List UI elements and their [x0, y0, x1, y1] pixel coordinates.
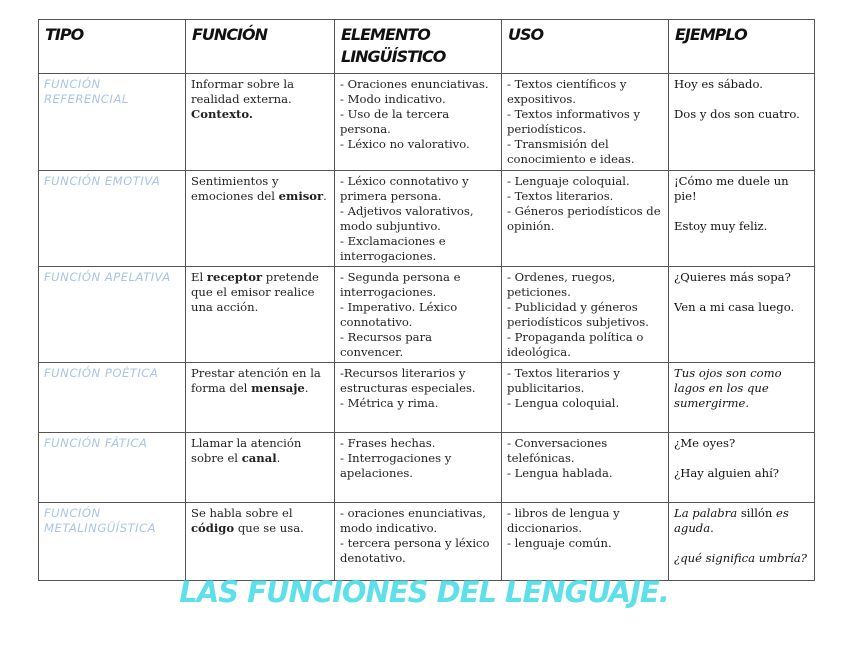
list-item: - Recursos para convencer. [340, 330, 433, 359]
funcion-keyword: receptor [206, 270, 263, 284]
ejemplo-cell [669, 267, 815, 363]
tipo-cell: FUNCIÓN POÉTICA [39, 363, 186, 433]
ejemplo-cell [669, 363, 815, 433]
ejemplo-cell [669, 171, 815, 267]
list-item: - Adjetivos valorativos, modo subjuntivo. [340, 204, 474, 233]
tipo-cell: FUNCIÓN METALINGÜÍSTICA [39, 503, 186, 581]
tipo-cell: FUNCIÓN EMOTIVA [39, 171, 186, 267]
tipo-cell: FUNCIÓN REFERENCIAL [39, 74, 186, 171]
list-item: - Géneros periodísticos de opinión. [507, 204, 661, 233]
example-line: Tus ojos son como lagos en los que sumergirme. [674, 366, 782, 410]
example-line: Ven a mi casa luego. [674, 300, 795, 314]
elemento-cell [335, 267, 502, 363]
elemento-cell [335, 363, 502, 433]
ejemplo-cell [669, 74, 815, 171]
funcion-cell [186, 74, 335, 171]
list-item: - Oraciones enunciativas. [340, 77, 489, 91]
example-line [674, 506, 810, 536]
funcion-cell [186, 503, 335, 581]
funcion-text: Sentimientos y emociones del [191, 174, 279, 203]
table-row [39, 267, 815, 363]
list-item: - Conversaciones telefónicas. [507, 436, 608, 465]
funcion-keyword: mensaje [251, 381, 305, 395]
funcion-suffix: . [276, 451, 281, 465]
funcion-cell [186, 433, 335, 503]
list-item: - Textos literarios y publicitarios. [507, 366, 620, 395]
list-item: - Textos literarios. [507, 189, 614, 203]
elemento-cell [335, 171, 502, 267]
funcion-keyword: canal [241, 451, 277, 465]
uso-cell [502, 171, 669, 267]
funcion-keyword: Contexto. [191, 107, 253, 121]
list-item: - Ordenes, ruegos, peticiones. [507, 270, 616, 299]
list-item: - Segunda persona e interrogaciones. [340, 270, 461, 299]
tipo-cell: FUNCIÓN APELATIVA [39, 267, 186, 363]
tipo-cell: FUNCIÓN FÁTICA [39, 433, 186, 503]
list-item: - libros de lengua y diccionarios. [507, 506, 620, 535]
uso-cell [502, 363, 669, 433]
list-item: - Exclamaciones e interrogaciones. [340, 234, 446, 263]
list-item: - Lengua coloquial. [507, 396, 620, 410]
funcion-text: Informar sobre la realidad externa. [191, 77, 295, 106]
funcion-text: Prestar atención en la forma del [191, 366, 321, 395]
list-item: - Propaganda política o ideológica. [507, 330, 644, 359]
example-word: sillón [740, 506, 773, 520]
list-item: - oraciones enunciativas, modo indicativo. [340, 506, 487, 535]
table-row [39, 503, 815, 581]
list-item: - Uso de la tercera persona. [340, 107, 450, 136]
funcion-text: Se habla sobre el [191, 506, 293, 520]
list-item: -Recursos literarios y estructuras especiales. [340, 366, 476, 395]
header-tipo: TIPO [39, 20, 186, 74]
funcion-keyword: emisor [278, 189, 324, 203]
list-item: - Textos informativos y periodísticos. [507, 107, 641, 136]
example-italic: La palabra [674, 506, 738, 520]
funcion-text: pretende que el emisor realice una acción. [191, 270, 319, 314]
funcion-keyword: código [191, 521, 235, 535]
list-item: - lenguaje común. [507, 536, 612, 550]
page-title: LAS FUNCIONES DEL LENGUAJE. [179, 575, 669, 609]
example-italic: es aguda. [674, 506, 789, 535]
funcion-cell [186, 267, 335, 363]
header-funcion: FUNCIÓN [186, 20, 335, 74]
example-line: ¿qué significa umbría? [674, 551, 807, 565]
example-line: ¡Cómo me duele un pie! [674, 174, 789, 203]
list-item: - tercera persona y léxico denotativo. [340, 536, 490, 565]
example-line: ¿Me oyes? [674, 436, 736, 450]
uso-cell [502, 503, 669, 581]
funcion-text: Llamar la atención sobre el [191, 436, 302, 465]
list-item: - Publicidad y géneros periodísticos subjetivos. [507, 300, 649, 329]
list-item: - Léxico no valorativo. [340, 137, 470, 151]
example-line: Estoy muy feliz. [674, 219, 768, 233]
list-item: - Métrica y rima. [340, 396, 439, 410]
list-item: - Imperativo. Léxico connotativo. [340, 300, 458, 329]
header-uso: USO [502, 20, 669, 74]
table-row [39, 74, 815, 171]
list-item: - Frases hechas. [340, 436, 436, 450]
list-item: - Léxico connotativo y primera persona. [340, 174, 469, 203]
elemento-cell [335, 433, 502, 503]
uso-cell [502, 433, 669, 503]
uso-cell [502, 74, 669, 171]
example-line: ¿Hay alguien ahí? [674, 466, 780, 480]
funcion-prefix: El [191, 270, 204, 284]
funcion-suffix: . [323, 189, 327, 203]
list-item: - Textos científicos y expositivos. [507, 77, 627, 106]
elemento-cell [335, 74, 502, 171]
list-item: - Transmisión del conocimiento e ideas. [507, 137, 635, 166]
ejemplo-cell [669, 503, 815, 581]
funcion-cell [186, 171, 335, 267]
funcion-suffix: que se usa. [237, 521, 304, 535]
example-line: Dos y dos son cuatro. [674, 107, 800, 121]
language-functions-table [38, 19, 815, 581]
example-line: Hoy es sábado. [674, 77, 763, 91]
example-line: ¿Quieres más sopa? [674, 270, 791, 284]
list-item: - Lengua hablada. [507, 466, 613, 480]
table-row [39, 171, 815, 267]
ejemplo-cell [669, 433, 815, 503]
list-item: - Interrogaciones y apelaciones. [340, 451, 452, 480]
table-row [39, 363, 815, 433]
list-item: - Lenguaje coloquial. [507, 174, 630, 188]
header-ejemplo: EJEMPLO [669, 20, 815, 74]
list-item: - Modo indicativo. [340, 92, 446, 106]
table-row [39, 433, 815, 503]
uso-cell [502, 267, 669, 363]
header-row [39, 20, 815, 74]
elemento-cell [335, 503, 502, 581]
funcion-suffix: . [304, 381, 309, 395]
funcion-cell [186, 363, 335, 433]
header-elemento: ELEMENTO LINGÜÍSTICO [335, 20, 502, 74]
